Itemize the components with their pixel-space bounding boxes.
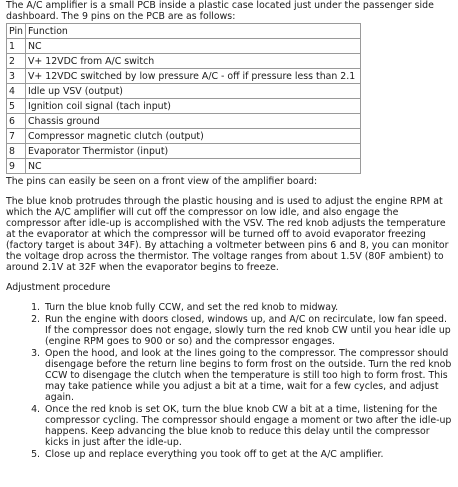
pin-cell: 4 — [7, 84, 26, 99]
pin-cell: 1 — [7, 39, 26, 54]
pins-note: The pins can easily be seen on a front view of the amplifier board: — [6, 176, 318, 187]
function-cell: NC — [26, 159, 361, 174]
pin-cell: 3 — [7, 69, 26, 84]
table-row — [7, 54, 361, 69]
pin-cell: 8 — [7, 144, 26, 159]
pin-cell: 9 — [7, 159, 26, 174]
list-item: 2. Run the engine with doors closed, windows up, and A/C on recirculate, low fan speed. If the compressor does not engage, slowly turn the red knob CW until you hear idle up (engine RPM goes to 900 or so) and the compressor engages. — [43, 314, 452, 347]
procedure-heading: Adjustment procedure — [6, 282, 111, 293]
function-cell: Ignition coil signal (tach input) — [26, 99, 361, 114]
list-item: 1. Turn the blue knob fully CCW, and set the red knob to midway. — [43, 302, 452, 313]
function-cell: Compressor magnetic clutch (output) — [26, 129, 361, 144]
pin-cell: 2 — [7, 54, 26, 69]
table-row — [7, 159, 361, 174]
function-cell: V+ 12VDC from A/C switch — [26, 54, 361, 69]
list-item: 5. Close up and replace everything you took off to get at the A/C amplifier. — [43, 449, 452, 460]
table-row — [7, 69, 361, 84]
function-cell: V+ 12VDC switched by low pressure A/C - off if pressure less than 2.1 — [26, 69, 361, 84]
pin-cell: 5 — [7, 99, 26, 114]
table-row — [7, 39, 361, 54]
pin-column-header: Pin — [7, 24, 26, 39]
list-item: 3. Open the hood, and look at the lines going to the compressor. The compressor should disengage before the return line begins to form frost on the outside. Turn the red knob CCW to disengage the clutch when the temperature is still too high to form frost. This may take patience while you adjust a bit at a time, wait for a few cycles, and adjust again. — [43, 348, 452, 403]
body-paragraph: The blue knob protrudes through the plastic housing and is used to adjust the engine RPM at which the A/C amplifier will cut off the compressor on low idle, and also engage the compressor after idle-up is accomplished with the VSV. The red knob adjusts the temperature at the evaporator at which the compressor will be turned off to avoid evaporator freezing (factory target is about 34F). By attaching a voltmeter between pins 6 and 8, you can monitor the voltage drop across the thermistor. The voltage ranges from about 1.5V (80F ambient) to around 2.1V at 32F when the evaporator begins to freeze. — [6, 196, 449, 273]
table-row — [7, 99, 361, 114]
procedure-steps — [6, 302, 452, 460]
function-cell: Chassis ground — [26, 114, 361, 129]
table-row — [7, 144, 361, 159]
pin-table — [6, 23, 361, 174]
table-header-row — [7, 24, 361, 39]
pin-cell: 7 — [7, 129, 26, 144]
function-cell: Idle up VSV (output) — [26, 84, 361, 99]
table-row — [7, 84, 361, 99]
function-cell: NC — [26, 39, 361, 54]
table-row — [7, 114, 361, 129]
pin-cell: 6 — [7, 114, 26, 129]
table-row — [7, 129, 361, 144]
function-column-header: Function — [26, 24, 361, 39]
function-cell: Evaporator Thermistor (input) — [26, 144, 361, 159]
list-item: 4. Once the red knob is set OK, turn the blue knob CW a bit at a time, listening for the compressor cycling. The compressor should engage a moment or two after the idle-up happens. Keep advancing the blue knob to reduce this delay until the compressor kicks in just after the idle-up. — [43, 404, 452, 448]
intro-text: The A/C amplifier is a small PCB inside a plastic case located just under the passenger side dashboard. The 9 pins on the PCB are as follows: — [6, 0, 434, 22]
